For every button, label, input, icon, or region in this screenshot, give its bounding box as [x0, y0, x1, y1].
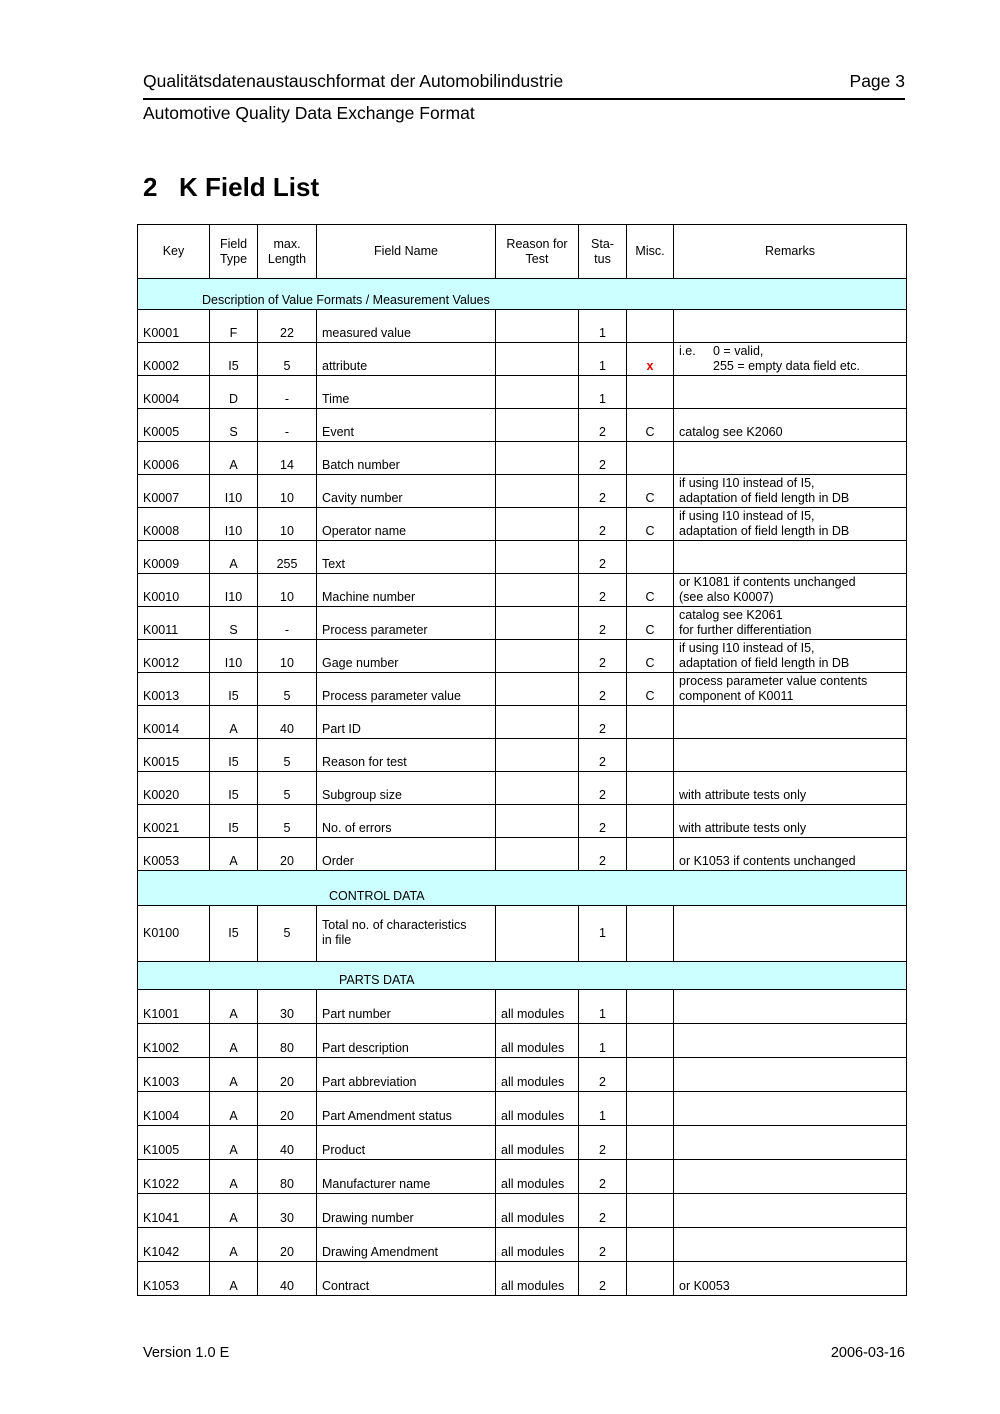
col-header-field-name: Field Name	[317, 225, 496, 279]
cell-length: 40	[258, 1262, 317, 1296]
cell-field-name: Process parameter value	[317, 673, 496, 706]
cell-type: A	[210, 1262, 258, 1296]
cell-misc	[627, 706, 674, 739]
table-row	[138, 990, 907, 1024]
cell-key: K1003	[138, 1058, 210, 1092]
table-row	[138, 772, 907, 805]
cell-remarks	[674, 409, 907, 442]
cell-status: 2	[579, 640, 627, 673]
cell-length: 20	[258, 1228, 317, 1262]
cell-misc	[627, 541, 674, 574]
cell-remarks	[674, 640, 907, 673]
table-row	[138, 640, 907, 673]
cell-status: 2	[579, 838, 627, 871]
cell-remarks	[674, 508, 907, 541]
cell-reason: all modules	[496, 1262, 579, 1296]
cell-reason: all modules	[496, 990, 579, 1024]
cell-length: -	[258, 409, 317, 442]
cell-remarks	[674, 376, 907, 409]
cell-type: A	[210, 1092, 258, 1126]
cell-status: 2	[579, 1160, 627, 1194]
cell-remarks	[674, 607, 907, 640]
cell-status: 2	[579, 409, 627, 442]
section-heading	[143, 172, 319, 203]
cell-status: 2	[579, 1262, 627, 1296]
cell-remarks	[674, 1024, 907, 1058]
cell-field-name: Subgroup size	[317, 772, 496, 805]
cell-status: 1	[579, 1092, 627, 1126]
col-header-type: Field Type	[210, 225, 258, 279]
cell-field-name: Part Amendment status	[317, 1092, 496, 1126]
cell-field-name: Drawing Amendment	[317, 1228, 496, 1262]
cell-key: K1005	[138, 1126, 210, 1160]
cell-status: 1	[579, 376, 627, 409]
table-row	[138, 1024, 907, 1058]
cell-remarks	[674, 838, 907, 871]
cell-misc	[627, 1058, 674, 1092]
cell-key: K1041	[138, 1194, 210, 1228]
table-row	[138, 1058, 907, 1092]
table-row	[138, 607, 907, 640]
cell-length: 30	[258, 990, 317, 1024]
cell-misc	[627, 838, 674, 871]
cell-field-name: Manufacturer name	[317, 1160, 496, 1194]
cell-status: 2	[579, 574, 627, 607]
cell-length: 20	[258, 1092, 317, 1126]
cell-field-name: Gage number	[317, 640, 496, 673]
cell-status: 2	[579, 772, 627, 805]
remarks-line-2: with attribute tests only	[679, 821, 807, 835]
cell-status: 2	[579, 508, 627, 541]
table-row: K0100 I5 5 Total no. of characteristics in file 1	[138, 906, 907, 962]
section-number: 2	[143, 172, 158, 202]
cell-reason	[496, 409, 579, 442]
cell-reason	[496, 376, 579, 409]
cell-remarks	[674, 805, 907, 838]
header-title-en: Automotive Quality Data Exchange Format	[143, 103, 475, 123]
remarks-value: 0 = valid,	[713, 344, 764, 358]
table-row	[138, 1092, 907, 1126]
cell-reason	[496, 673, 579, 706]
cell-type: A	[210, 1126, 258, 1160]
cell-length: 255	[258, 541, 317, 574]
table-row	[138, 310, 907, 343]
cell-key: K0053	[138, 838, 210, 871]
cell-remarks	[674, 990, 907, 1024]
table-row	[138, 673, 907, 706]
cell-key: K0011	[138, 607, 210, 640]
cell-misc: C	[627, 574, 674, 607]
cell-type: A	[210, 1160, 258, 1194]
cell-length: 5	[258, 772, 317, 805]
cell-key: K0007	[138, 475, 210, 508]
cell-type: I10	[210, 640, 258, 673]
cell-type: I10	[210, 574, 258, 607]
cell-key: K0006	[138, 442, 210, 475]
footer-version: Version 1.0 E	[143, 1345, 230, 1361]
cell-remarks	[674, 475, 907, 508]
cell-reason	[496, 574, 579, 607]
cell-type: A	[210, 1228, 258, 1262]
table-row	[138, 838, 907, 871]
cell-reason	[496, 541, 579, 574]
cell-reason: all modules	[496, 1194, 579, 1228]
cell-type: I5	[210, 772, 258, 805]
cell-field-name: Contract	[317, 1262, 496, 1296]
header-title-de: Qualitätsdatenaustauschformat der Automobilindustrie	[143, 71, 564, 91]
cell-field-name: Event	[317, 409, 496, 442]
page-header	[143, 71, 905, 100]
cell-key: K0010	[138, 574, 210, 607]
k-field-table	[137, 224, 907, 1296]
cell-status: 2	[579, 1126, 627, 1160]
cell-field-name: Part abbreviation	[317, 1058, 496, 1092]
section-row-control: CONTROL DATA	[138, 871, 907, 906]
cell-remarks: or K0053	[674, 1262, 907, 1296]
cell-misc	[627, 1194, 674, 1228]
table-row	[138, 574, 907, 607]
cell-misc: C	[627, 607, 674, 640]
cell-misc	[627, 1160, 674, 1194]
table-row	[138, 508, 907, 541]
table-row	[138, 376, 907, 409]
cell-status: 1	[579, 990, 627, 1024]
remarks-line-2: component of K0011	[679, 689, 794, 703]
remarks-line-2: (see also K0007)	[679, 590, 774, 604]
remarks-line-2: adaptation of field length in DB	[679, 491, 850, 505]
cell-field-name: Operator name	[317, 508, 496, 541]
cell-reason	[496, 739, 579, 772]
col-header-status: Sta- tus	[579, 225, 627, 279]
cell-length: 10	[258, 640, 317, 673]
cell-length: 10	[258, 574, 317, 607]
cell-length: 10	[258, 508, 317, 541]
cell-misc	[627, 1262, 674, 1296]
cell-remarks	[674, 1194, 907, 1228]
cell-type: A	[210, 1058, 258, 1092]
cell-status: 2	[579, 739, 627, 772]
cell-reason: all modules	[496, 1160, 579, 1194]
remarks-line-2: for further differentiation	[679, 623, 812, 637]
cell-status: 2	[579, 805, 627, 838]
cell-field-name: Process parameter	[317, 607, 496, 640]
cell-reason	[496, 805, 579, 838]
cell-length: 80	[258, 1024, 317, 1058]
cell-key: K0015	[138, 739, 210, 772]
cell-type: I5	[210, 805, 258, 838]
cell-length: 20	[258, 1058, 317, 1092]
section-row-value-formats: Description of Value Formats / Measurement Values	[138, 279, 907, 310]
table-row	[138, 1194, 907, 1228]
cell-key: K0008	[138, 508, 210, 541]
col-header-reason: Reason for Test	[496, 225, 579, 279]
cell-field-name: Reason for test	[317, 739, 496, 772]
section-title: K Field List	[179, 172, 320, 202]
cell-length: 5	[258, 739, 317, 772]
cell-remarks	[674, 1228, 907, 1262]
cell-field-name: Order	[317, 838, 496, 871]
cell-remarks	[674, 442, 907, 475]
cell-key: K0013	[138, 673, 210, 706]
cell-type: I10	[210, 508, 258, 541]
remarks-line	[679, 359, 901, 374]
cell-field-name: Drawing number	[317, 1194, 496, 1228]
cell-status: 2	[579, 541, 627, 574]
cell-status: 1	[579, 343, 627, 376]
remarks-line-2: catalog see K2060	[679, 425, 783, 439]
cell-key: K0021	[138, 805, 210, 838]
cell-type: A	[210, 442, 258, 475]
cell-reason	[496, 640, 579, 673]
table-row	[138, 1126, 907, 1160]
cell-remarks	[674, 541, 907, 574]
table-row	[138, 1228, 907, 1262]
col-header-misc: Misc.	[627, 225, 674, 279]
cell-key: K1001	[138, 990, 210, 1024]
table-row	[138, 475, 907, 508]
cell-type: D	[210, 376, 258, 409]
cell-remarks	[674, 343, 907, 376]
cell-key: K0012	[138, 640, 210, 673]
cell-misc	[627, 739, 674, 772]
table-row	[138, 739, 907, 772]
remarks-line-1: or K1081 if contents unchanged	[679, 575, 856, 589]
cell-misc: x	[627, 343, 674, 376]
cell-type: I10	[210, 475, 258, 508]
remarks-line	[679, 344, 901, 359]
cell-field-name: Time	[317, 376, 496, 409]
cell-type: A	[210, 1194, 258, 1228]
cell-key: K0002	[138, 343, 210, 376]
table-row	[138, 1160, 907, 1194]
remarks-line-1: if using I10 instead of I5,	[679, 641, 815, 655]
cell-length: 5	[258, 343, 317, 376]
cell-field-name: Machine number	[317, 574, 496, 607]
cell-length: 40	[258, 1126, 317, 1160]
col-header-length: max. Length	[258, 225, 317, 279]
cell-type: A	[210, 838, 258, 871]
cell-misc	[627, 310, 674, 343]
section-row-parts: PARTS DATA	[138, 962, 907, 990]
remarks-label: i.e.	[679, 344, 696, 358]
cell-key: K1022	[138, 1160, 210, 1194]
remarks-line-1: process parameter value contents	[679, 674, 868, 688]
cell-type: A	[210, 990, 258, 1024]
remarks-line-1: if using I10 instead of I5,	[679, 509, 815, 523]
page-number: Page 3	[849, 71, 905, 91]
cell-misc	[627, 805, 674, 838]
cell-key: K1002	[138, 1024, 210, 1058]
cell-status: 2	[579, 607, 627, 640]
cell-type: I5	[210, 343, 258, 376]
cell-misc	[627, 1126, 674, 1160]
remarks-value: 255 = empty data field etc.	[713, 359, 860, 373]
cell-key: K0014	[138, 706, 210, 739]
cell-field-name: Batch number	[317, 442, 496, 475]
cell-remarks	[674, 706, 907, 739]
remarks-line-1: catalog see K2061	[679, 608, 783, 622]
cell-length: 10	[258, 475, 317, 508]
cell-reason	[496, 838, 579, 871]
cell-length: 14	[258, 442, 317, 475]
cell-type: A	[210, 541, 258, 574]
cell-misc	[627, 1228, 674, 1262]
cell-key: K1053	[138, 1262, 210, 1296]
cell-type: A	[210, 1024, 258, 1058]
cell-status: 2	[579, 442, 627, 475]
cell-remarks	[674, 1058, 907, 1092]
cell-type: I5	[210, 673, 258, 706]
cell-remarks	[674, 1160, 907, 1194]
cell-remarks	[674, 673, 907, 706]
cell-reason: all modules	[496, 1024, 579, 1058]
cell-field-name: Part number	[317, 990, 496, 1024]
cell-remarks	[674, 772, 907, 805]
cell-reason: all modules	[496, 1092, 579, 1126]
cell-length: 40	[258, 706, 317, 739]
cell-reason: all modules	[496, 1058, 579, 1092]
cell-field-name: Part ID	[317, 706, 496, 739]
cell-reason	[496, 343, 579, 376]
remarks-line-2: adaptation of field length in DB	[679, 656, 850, 670]
cell-misc	[627, 1024, 674, 1058]
cell-reason: all modules	[496, 1228, 579, 1262]
table-row	[138, 442, 907, 475]
cell-reason: all modules	[496, 1126, 579, 1160]
cell-status: 2	[579, 1058, 627, 1092]
col-header-remarks: Remarks	[674, 225, 907, 279]
cell-reason	[496, 772, 579, 805]
footer-date: 2006-03-16	[830, 1345, 905, 1361]
cell-length: 80	[258, 1160, 317, 1194]
cell-misc: C	[627, 409, 674, 442]
cell-key: K1042	[138, 1228, 210, 1262]
cell-length: -	[258, 607, 317, 640]
cell-status: 2	[579, 1194, 627, 1228]
cell-reason	[496, 475, 579, 508]
cell-field-name: attribute	[317, 343, 496, 376]
cell-field-name: No. of errors	[317, 805, 496, 838]
table-row	[138, 541, 907, 574]
cell-remarks	[674, 310, 907, 343]
table-row	[138, 409, 907, 442]
cell-field-name: Part description	[317, 1024, 496, 1058]
cell-remarks	[674, 739, 907, 772]
table-row	[138, 343, 907, 376]
remarks-line-2: with attribute tests only	[679, 788, 807, 802]
cell-remarks	[674, 1126, 907, 1160]
cell-length: -	[258, 376, 317, 409]
cell-key: K1004	[138, 1092, 210, 1126]
table-row	[138, 1262, 907, 1296]
cell-status: 2	[579, 1228, 627, 1262]
cell-type: A	[210, 706, 258, 739]
cell-misc	[627, 376, 674, 409]
cell-key: K0020	[138, 772, 210, 805]
cell-reason	[496, 310, 579, 343]
cell-field-name: Cavity number	[317, 475, 496, 508]
cell-misc: C	[627, 640, 674, 673]
cell-misc	[627, 772, 674, 805]
cell-field-name: Product	[317, 1126, 496, 1160]
cell-type: I5	[210, 739, 258, 772]
table-header-row	[138, 225, 907, 279]
cell-misc	[627, 1092, 674, 1126]
cell-misc	[627, 442, 674, 475]
cell-type: F	[210, 310, 258, 343]
cell-reason	[496, 508, 579, 541]
cell-length: 20	[258, 838, 317, 871]
cell-field-name: Text	[317, 541, 496, 574]
cell-length: 5	[258, 805, 317, 838]
cell-reason	[496, 442, 579, 475]
cell-length: 5	[258, 673, 317, 706]
remarks-line-2: adaptation of field length in DB	[679, 524, 850, 538]
cell-length: 22	[258, 310, 317, 343]
cell-type: S	[210, 607, 258, 640]
cell-status: 1	[579, 310, 627, 343]
table-row	[138, 706, 907, 739]
cell-reason	[496, 706, 579, 739]
cell-key: K0005	[138, 409, 210, 442]
cell-misc: C	[627, 508, 674, 541]
col-header-key: Key	[138, 225, 210, 279]
cell-remarks	[674, 1092, 907, 1126]
cell-misc	[627, 990, 674, 1024]
cell-status: 2	[579, 673, 627, 706]
cell-length: 30	[258, 1194, 317, 1228]
cell-reason	[496, 607, 579, 640]
cell-misc: C	[627, 673, 674, 706]
cell-misc: C	[627, 475, 674, 508]
cell-key: K0004	[138, 376, 210, 409]
cell-remarks	[674, 574, 907, 607]
cell-key: K0001	[138, 310, 210, 343]
table-row	[138, 805, 907, 838]
remarks-line-2: or K1053 if contents unchanged	[679, 854, 856, 868]
remarks-line-1: if using I10 instead of I5,	[679, 476, 815, 490]
cell-key: K0009	[138, 541, 210, 574]
cell-field-name: measured value	[317, 310, 496, 343]
cell-status: 2	[579, 475, 627, 508]
cell-status: 2	[579, 706, 627, 739]
cell-status: 1	[579, 1024, 627, 1058]
cell-type: S	[210, 409, 258, 442]
